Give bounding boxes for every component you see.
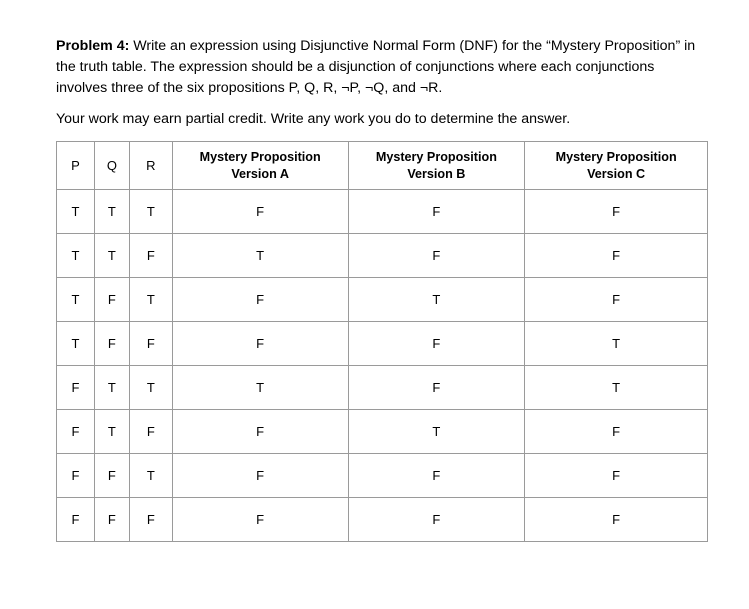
cell-q: T (94, 366, 129, 410)
header-q: Q (94, 142, 129, 190)
table-row (57, 234, 708, 278)
cell-version-a: F (172, 454, 348, 498)
cell-r: T (129, 278, 172, 322)
cell-version-a: F (172, 190, 348, 234)
table-row (57, 278, 708, 322)
cell-r: F (129, 410, 172, 454)
header-version-b-line2: Version B (407, 166, 466, 181)
cell-p: F (57, 410, 95, 454)
cell-version-c: T (525, 322, 708, 366)
cell-version-c: F (525, 498, 708, 542)
cell-r: F (129, 322, 172, 366)
cell-version-a: F (172, 322, 348, 366)
cell-version-b: T (348, 278, 525, 322)
cell-r: T (129, 366, 172, 410)
cell-version-c: F (525, 234, 708, 278)
partial-credit-note: Your work may earn partial credit. Write any work you do to determine the answer. (56, 111, 571, 127)
header-version-a-line2: Version A (231, 166, 289, 181)
cell-version-b: F (348, 190, 525, 234)
header-version-c (525, 142, 708, 190)
cell-p: F (57, 454, 95, 498)
cell-r: T (129, 190, 172, 234)
cell-q: T (94, 234, 129, 278)
cell-version-a: F (172, 498, 348, 542)
header-version-b-line1: Mystery Proposition (375, 149, 497, 164)
table-row (57, 454, 708, 498)
cell-version-a: F (172, 410, 348, 454)
cell-q: F (94, 498, 129, 542)
table-row (57, 498, 708, 542)
cell-version-c: F (525, 410, 708, 454)
cell-version-b: F (348, 366, 525, 410)
header-version-c-line1: Mystery Proposition (555, 149, 677, 164)
cell-p: T (57, 322, 95, 366)
header-version-b (348, 142, 525, 190)
cell-r: F (129, 234, 172, 278)
cell-q: T (94, 190, 129, 234)
cell-q: F (94, 278, 129, 322)
header-version-a-line1: Mystery Proposition (199, 149, 321, 164)
problem-statement (56, 36, 708, 99)
cell-r: F (129, 498, 172, 542)
cell-version-b: F (348, 498, 525, 542)
problem-page (56, 36, 708, 527)
cell-p: F (57, 366, 95, 410)
problem-body: Write an expression using Disjunctive Normal Form (DNF) for the “Mystery Proposition” in the truth table. The expression should be a disjunction of conjunctions where each conjunctions involves three of the six propositions P, Q, R, ¬P, ¬Q, and ¬R. (56, 38, 696, 96)
problem-label: Problem 4: (56, 38, 130, 54)
header-version-c-line2: Version C (587, 166, 646, 181)
cell-r: T (129, 454, 172, 498)
cell-version-a: T (172, 366, 348, 410)
cell-q: F (94, 322, 129, 366)
table-row (57, 322, 708, 366)
cell-q: F (94, 454, 129, 498)
table-header-row (57, 142, 708, 190)
table-row (57, 366, 708, 410)
cell-version-b: T (348, 410, 525, 454)
header-r: R (129, 142, 172, 190)
cell-p: T (57, 234, 95, 278)
cell-version-c: F (525, 190, 708, 234)
cell-p: F (57, 498, 95, 542)
table-row (57, 190, 708, 234)
cell-version-b: F (348, 234, 525, 278)
cell-version-c: F (525, 454, 708, 498)
cell-version-b: F (348, 322, 525, 366)
cell-version-b: F (348, 454, 525, 498)
truth-table (56, 141, 708, 542)
cell-version-a: F (172, 278, 348, 322)
header-p: P (57, 142, 95, 190)
cell-version-c: F (525, 278, 708, 322)
cell-p: T (57, 278, 95, 322)
cell-p: T (57, 190, 95, 234)
cell-version-c: T (525, 366, 708, 410)
header-version-a (172, 142, 348, 190)
cell-q: T (94, 410, 129, 454)
table-row (57, 410, 708, 454)
cell-version-a: T (172, 234, 348, 278)
